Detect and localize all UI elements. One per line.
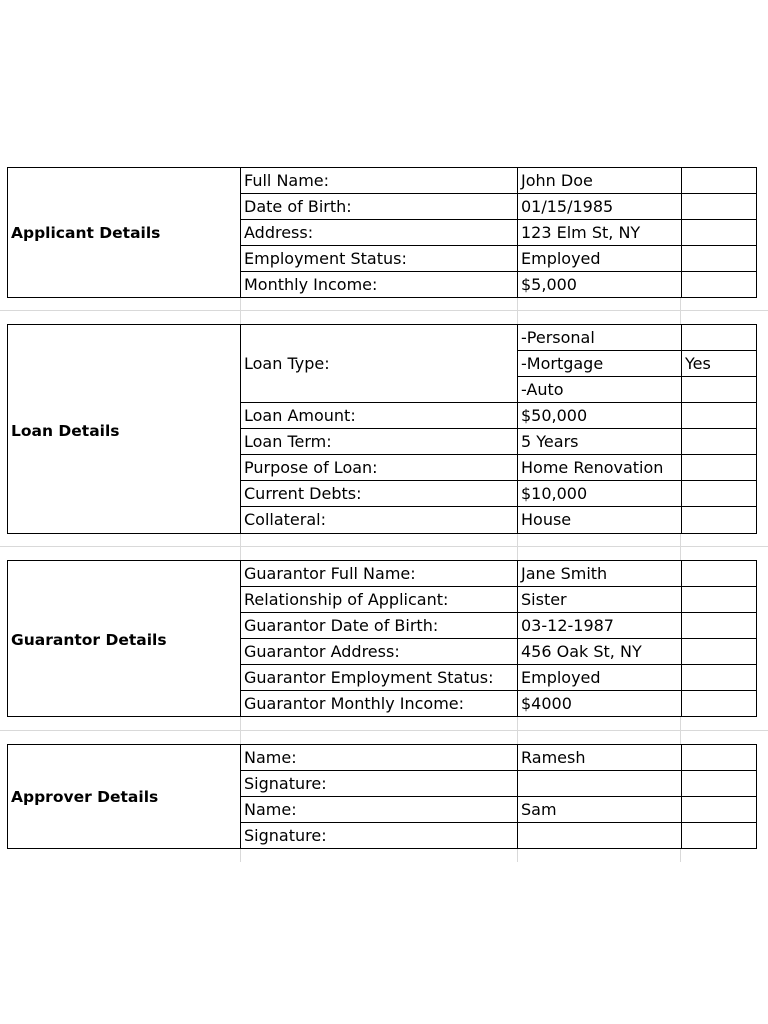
field-label: Full Name: (244, 171, 330, 190)
gridline (517, 848, 518, 862)
field-value[interactable]: 03-12-1987 (521, 616, 614, 635)
field-label: Name: (244, 800, 297, 819)
gridline (680, 848, 681, 862)
field-value[interactable]: Sam (521, 800, 557, 819)
loan-type-option[interactable]: -Mortgage (521, 354, 604, 373)
field-label: Guarantor Date of Birth: (244, 616, 439, 635)
field-value[interactable]: Sister (521, 590, 567, 609)
field-label: Collateral: (244, 510, 326, 529)
applicant-details-section (7, 167, 757, 298)
field-label: Monthly Income: (244, 275, 378, 294)
section-title: Guarantor Details (11, 631, 167, 649)
field-label: Signature: (244, 774, 327, 793)
gridline (0, 310, 768, 311)
field-label: Purpose of Loan: (244, 458, 378, 477)
field-label: Guarantor Full Name: (244, 564, 416, 583)
field-value[interactable]: Home Renovation (521, 458, 664, 477)
field-label: Loan Term: (244, 432, 332, 451)
loan-type-label: Loan Type: (244, 354, 330, 373)
loan-details-section (7, 324, 757, 534)
section-title: Applicant Details (11, 224, 161, 242)
field-label: Relationship of Applicant: (244, 590, 449, 609)
field-value[interactable]: 123 Elm St, NY (521, 223, 641, 242)
field-label: Signature: (244, 826, 327, 845)
field-label: Guarantor Address: (244, 642, 400, 661)
section-title: Loan Details (11, 422, 120, 440)
field-value[interactable]: 5 Years (521, 432, 579, 451)
field-label: Guarantor Employment Status: (244, 668, 494, 687)
field-value[interactable]: John Doe (521, 171, 593, 190)
field-label: Current Debts: (244, 484, 362, 503)
gridline (0, 730, 768, 731)
gridline (240, 848, 241, 862)
field-value[interactable]: $10,000 (521, 484, 588, 503)
gridline (0, 546, 768, 547)
field-value[interactable]: Ramesh (521, 748, 586, 767)
field-label: Employment Status: (244, 249, 407, 268)
field-value[interactable]: 456 Oak St, NY (521, 642, 642, 661)
field-label: Loan Amount: (244, 406, 356, 425)
field-value[interactable]: $4000 (521, 694, 572, 713)
loan-type-option[interactable]: -Personal (521, 328, 595, 347)
field-value[interactable]: $50,000 (521, 406, 588, 425)
field-value[interactable]: House (521, 510, 572, 529)
loan-type-option[interactable]: -Auto (521, 380, 564, 399)
approver-details-section (7, 744, 757, 849)
field-value[interactable]: Jane Smith (521, 564, 608, 583)
field-label: Address: (244, 223, 314, 242)
field-value[interactable]: Employed (521, 668, 601, 687)
section-title: Approver Details (11, 788, 159, 806)
field-label: Date of Birth: (244, 197, 352, 216)
field-label: Guarantor Monthly Income: (244, 694, 465, 713)
field-label: Name: (244, 748, 297, 767)
field-value[interactable]: 01/15/1985 (521, 197, 614, 216)
field-value[interactable]: $5,000 (521, 275, 577, 294)
field-value[interactable]: Employed (521, 249, 601, 268)
loan-type-selected-mark[interactable]: Yes (685, 354, 711, 373)
guarantor-details-section (7, 560, 757, 717)
